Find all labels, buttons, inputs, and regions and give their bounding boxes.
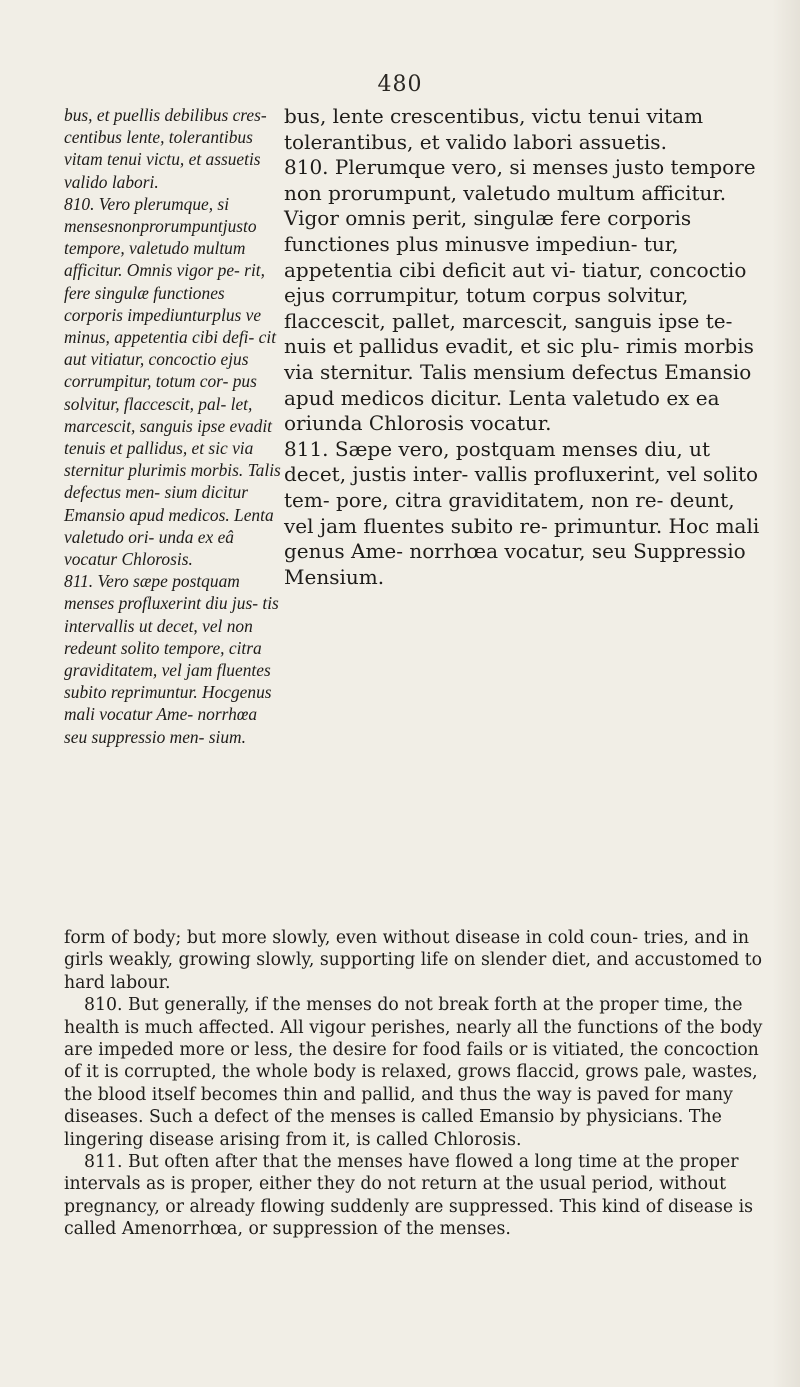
page-number: 480 [377,72,423,97]
latin-ordo-column [64,104,281,748]
ordo-paragraph-811: 811. Vero sæpe postquam menses profluxerint diu jus- tis intervallis ut decet, vel non redeunt solito tempore, citra graviditatem, vel jam fluentes subito reprimuntur. Hocgenus mali vocatur Ame- norrhœa seu suppressio men- sium. [64,571,279,747]
translation-paragraph-810: 810. But generally, if the menses do not break forth at the proper time, the health is much affected. All vigour perishes, nearly all the functions of the body are impeded more or less, the desire for food fails or is vitiated, the concoction of it is corrupted, the whole body is relaxed, grows flaccid, grows pale, wastes, the blood itself becomes thin and pallid, and thus the way is paved for many diseases. Such a defect of the menses is called Emansio by physicians. The lingering disease arising from it, is called Chlorosis. [64,995,763,1150]
translation-paragraph-continuation: form of body; but more slowly, even without disease in cold coun- tries, and in girls weakly, growing slowly, supporting life on slender diet, and accustomed to hard labour. [64,928,763,993]
latin-paragraph-811: 811. Sæpe vero, postquam menses diu, ut decet, justis inter- vallis profluxerint, vel solito tem- pore, citra graviditatem, non re- deunt, vel jam fluentes subito re- primuntur. Hoc mali genus Ame- norrhœa vocatur, seu Suppressio Mensium. [284,436,760,589]
page-edge-shadow [772,0,800,1387]
latin-original-column [284,104,770,590]
latin-paragraph-810: 810. Plerumque vero, si menses justo tempore non prorumpunt, valetudo multum afficitur. Vigor omnis perit, singulæ fere corporis functiones plus minusve impediun- tur, appetentia cibi deficit aut vi- tiatur, concoctio ejus corrumpitur, totum corpus solvitur, flaccescit, pallet, marcescit, sanguis ipse te- nuis et pallidus evadit, et sic plu- rimis morbis via sternitur. Talis mensium defectus Emansio apud medicos dicitur. Lenta valetudo ex ea oriunda Chlorosis vocatur. [284,155,756,436]
english-translation [64,927,772,1241]
translation-paragraph-811: 811. But often after that the menses have flowed a long time at the proper intervals as is proper, either they do not return at the usual period, without pregnancy, or already flowing suddenly are suppressed. This kind of disease is called Amenorrhœa, or suppression of the menses. [64,1152,754,1240]
latin-paragraph-continuation: bus, lente crescentibus, victu tenui vitam tolerantibus, et valido labori assuetis. [284,104,704,154]
ordo-paragraph-810: 810. Vero plerumque, si mensesnonprorumpuntjusto tempore, valetudo multum afficitur. Omnis vigor pe- rit, fere singulæ functiones corporis impediunturplus ve minus, appetentia cibi defi- cit aut vitiatur, concoctio ejus corrumpitur, totum cor- pus solvitur, flaccescit, pal- let, marcescit, sanguis ipse evadit tenuis et pallidus, et sic via sternitur plurimis morbis. Talis defectus men- sium dicitur Emansio apud medicos. Lenta valetudo ori- unda ex eâ vocatur Chlorosis. [64,193,281,570]
ordo-paragraph-continuation: bus, et puellis debilibus cres- centibus lente, tolerantibus vitam tenui victu, et assuetis valido labori. [64,105,267,192]
